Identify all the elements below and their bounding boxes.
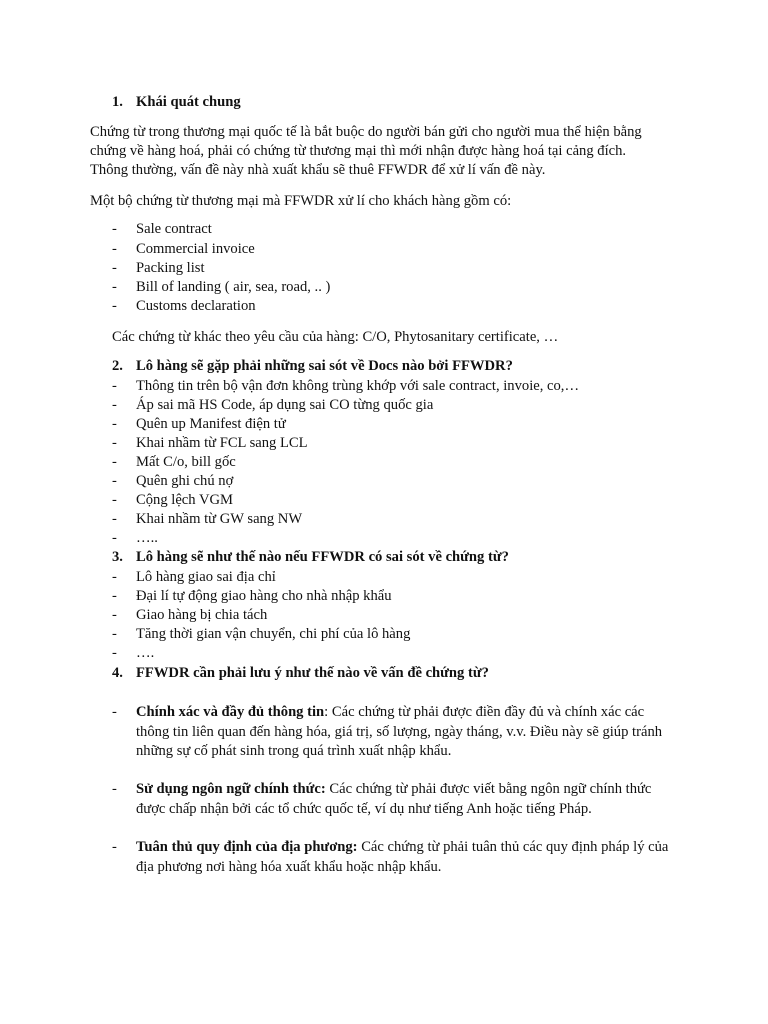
intro-paragraph [90,123,670,180]
bullet-dash: - [112,704,117,720]
list-item: Cộng lệch VGM [136,492,234,508]
section3-heading: Lô hàng sẽ như thế nào nếu FFWDR có sai sót về chứng từ? [136,549,509,565]
section2-number: 2. [112,358,123,374]
list-item: Đại lí tự động giao hàng cho nhà nhập khẩu [136,588,392,604]
list-item: Khai nhầm từ GW sang NW [136,511,303,527]
bullet-dash: - [112,626,117,642]
list-item: Mất C/o, bill gốc [136,454,236,470]
bullet-dash: - [112,588,117,604]
bullet-dash: - [112,645,117,661]
section1-heading: Khái quát chung [136,94,241,110]
list-item: Commercial invoice [136,241,255,257]
list-item: …. [136,645,155,661]
bullet-dash: - [112,298,117,314]
list-item: Bill of landing ( air, sea, road, .. ) [136,279,331,295]
guideline-text: Các chứng từ phải tuân thủ các quy định pháp lý của địa phương nơi hàng hóa xuất khẩu hoặc nhập khẩu. [136,839,669,875]
intro-line: Thông thường, vấn đề này nhà xuất khẩu sẽ thuê FFWDR để xử lí vấn đề này. [90,162,546,178]
list-item: ….. [136,530,158,546]
list-item: Tăng thời gian vận chuyển, chi phí của lô hàng [136,626,411,642]
list-item: Quên ghi chú nợ [136,473,234,489]
section2-heading: Lô hàng sẽ gặp phải những sai sót về Docs nào bởi FFWDR? [136,358,513,374]
bullet-dash: - [112,839,117,855]
bullet-dash: - [112,492,117,508]
list-item: Sale contract [136,221,212,237]
bullet-dash: - [112,435,117,451]
bullet-dash: - [112,378,117,394]
bullet-dash: - [112,530,117,546]
intro-line: chứng về hàng hoá, phải có chứng từ thương mại thì mới nhận được hàng hoá tại cảng đích. [90,143,627,159]
intro-line: Chứng từ trong thương mại quốc tế là bắt buộc do người bán gửi cho người mua thể hiện bằng [90,124,642,140]
other-docs-text: Các chứng từ khác theo yêu cầu của hàng: C/O, Phytosanitary certificate, … [112,329,559,345]
bullet-dash: - [112,569,117,585]
bullet-dash: - [112,511,117,527]
list-item: Áp sai mã HS Code, áp dụng sai CO từng quốc gia [136,397,434,413]
bullet-dash: - [112,781,117,797]
list-item: Customs declaration [136,298,256,314]
section4-number: 4. [112,665,123,681]
bullet-dash: - [112,473,117,489]
guideline-title: Sử dụng ngôn ngữ chính thức: [136,781,326,797]
bullet-dash: - [112,241,117,257]
guideline-point [136,838,676,877]
guideline-text: : Các chứng từ phải được điền đầy đủ và chính xác các thông tin liên quan đến hàng hóa, giá trị, số lượng, ngày tháng, v.v. Điều này sẽ giúp tránh những sự cố phát sinh trong quá trình xuất nhập khẩu. [136,704,663,759]
section3-number: 3. [112,549,123,565]
list-item: Khai nhầm từ FCL sang LCL [136,435,308,451]
bullet-dash: - [112,221,117,237]
list-item: Quên up Manifest điện tử [136,416,286,432]
docs-set-paragraph: Một bộ chứng từ thương mại mà FFWDR xử lí cho khách hàng gồm có: [90,193,512,209]
bullet-dash: - [112,260,117,276]
section4-heading: FFWDR cần phải lưu ý như thế nào về vấn đề chứng từ? [136,665,489,681]
list-item: Thông tin trên bộ vận đơn không trùng khớp với sale contract, invoie, co,… [136,378,580,394]
bullet-dash: - [112,416,117,432]
guideline-text: Các chứng từ phải được viết bằng ngôn ngữ chính thức được chấp nhận bởi các tổ chức quốc tế, ví dụ như tiếng Anh hoặc tiếng Pháp. [136,781,652,817]
list-item: Lô hàng giao sai địa chỉ [136,569,276,585]
section1-number: 1. [112,94,123,110]
bullet-dash: - [112,397,117,413]
guideline-title: Tuân thủ quy định của địa phương: [136,839,358,855]
guideline-title: Chính xác và đầy đủ thông tin [136,704,325,720]
bullet-dash: - [112,279,117,295]
list-item: Giao hàng bị chia tách [136,607,268,623]
guideline-point [136,780,676,819]
bullet-dash: - [112,607,117,623]
bullet-dash: - [112,454,117,470]
guideline-point [136,703,676,762]
list-item: Packing list [136,260,205,276]
